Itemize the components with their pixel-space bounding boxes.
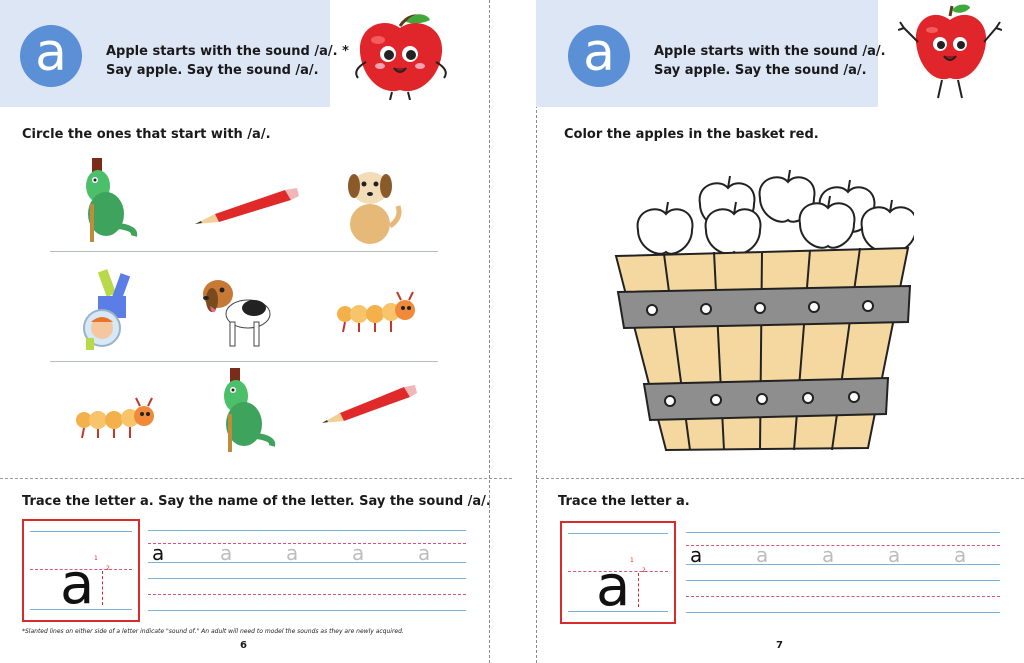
guide-top-line xyxy=(30,531,132,532)
color-instruction: Color the apples in the basket red. xyxy=(564,127,819,142)
page-cutline xyxy=(489,0,490,663)
trace-letter: a xyxy=(888,543,901,567)
trace-letter: a xyxy=(822,543,835,567)
header-line-1: Apple starts with the sound /a/. xyxy=(654,44,886,59)
trace-letter: a xyxy=(418,541,431,565)
trace-letter: a xyxy=(352,541,365,565)
stroke-arrow xyxy=(638,573,639,607)
trace-letter: a xyxy=(220,541,233,565)
apple-character-icon xyxy=(348,8,458,100)
pencil-icon[interactable] xyxy=(320,385,418,425)
row-divider xyxy=(50,251,438,252)
trace-letter: a xyxy=(690,543,703,567)
practice-top-line xyxy=(148,578,466,579)
stroke-number-1: 1 xyxy=(630,557,634,564)
stroke-number-2: 2 xyxy=(106,565,110,572)
practice-base-line xyxy=(686,612,1000,613)
guide-top-line xyxy=(568,533,668,534)
stroke-number-2: 2 xyxy=(642,567,646,574)
trace-top-line xyxy=(148,530,466,531)
practice-base-line xyxy=(148,610,466,611)
section-cutline xyxy=(0,478,512,479)
model-letter-box xyxy=(22,519,140,622)
alligator-icon[interactable] xyxy=(78,156,140,244)
trace-letter: a xyxy=(756,543,769,567)
trace-instruction: Trace the letter a. Say the name of the letter. Say the sound /a/. xyxy=(22,494,491,509)
trace-lines[interactable] xyxy=(148,530,466,610)
trace-instruction: Trace the letter a. xyxy=(558,494,690,509)
ant-icon[interactable] xyxy=(335,290,417,334)
trace-letter: a xyxy=(954,543,967,567)
beagle-dog-icon[interactable] xyxy=(198,270,274,350)
dog-sitting-icon[interactable] xyxy=(340,164,404,246)
right-page xyxy=(512,0,1024,663)
model-letter: a xyxy=(60,552,95,617)
circle-instruction: Circle the ones that start with /a/. xyxy=(22,127,271,142)
trace-top-line xyxy=(686,532,1000,533)
stroke-arrow xyxy=(102,571,103,605)
circle-letter: a xyxy=(35,23,67,83)
letter-circle xyxy=(568,25,630,87)
trace-letter: a xyxy=(152,541,165,565)
trace-letter: a xyxy=(286,541,299,565)
model-letter-box xyxy=(560,521,676,624)
section-cutline xyxy=(536,478,1024,479)
apple-basket-illustration[interactable] xyxy=(610,168,914,454)
practice-mid-line xyxy=(148,594,466,595)
stroke-number-1: 1 xyxy=(94,555,98,562)
right-header-text xyxy=(654,42,886,80)
pencil-icon[interactable] xyxy=(193,188,301,228)
apple-character-icon xyxy=(898,2,1002,102)
left-header-text xyxy=(106,42,349,80)
trace-mid-line xyxy=(686,545,1000,546)
page-number: 7 xyxy=(776,640,783,651)
header-line-1: Apple starts with the sound /a/. * xyxy=(106,44,349,59)
letter-circle xyxy=(20,25,82,87)
header-line-2: Say apple. Say the sound /a/. xyxy=(106,63,319,78)
practice-top-line xyxy=(686,580,1000,581)
astronaut-icon[interactable] xyxy=(72,266,148,352)
trace-base-line xyxy=(686,564,1000,565)
trace-lines[interactable] xyxy=(686,532,1000,612)
alligator-icon[interactable] xyxy=(216,366,278,454)
page-number: 6 xyxy=(240,640,247,651)
row-divider xyxy=(50,361,438,362)
header-line-2: Say apple. Say the sound /a/. xyxy=(654,63,867,78)
ant-icon[interactable] xyxy=(74,396,156,440)
footnote: *Slanted lines on either side of a letter indicate "sound of." An adult will need to model the sounds as they are newly acquired. xyxy=(22,628,404,635)
model-letter: a xyxy=(596,554,631,619)
circle-letter: a xyxy=(583,23,615,83)
practice-mid-line xyxy=(686,596,1000,597)
